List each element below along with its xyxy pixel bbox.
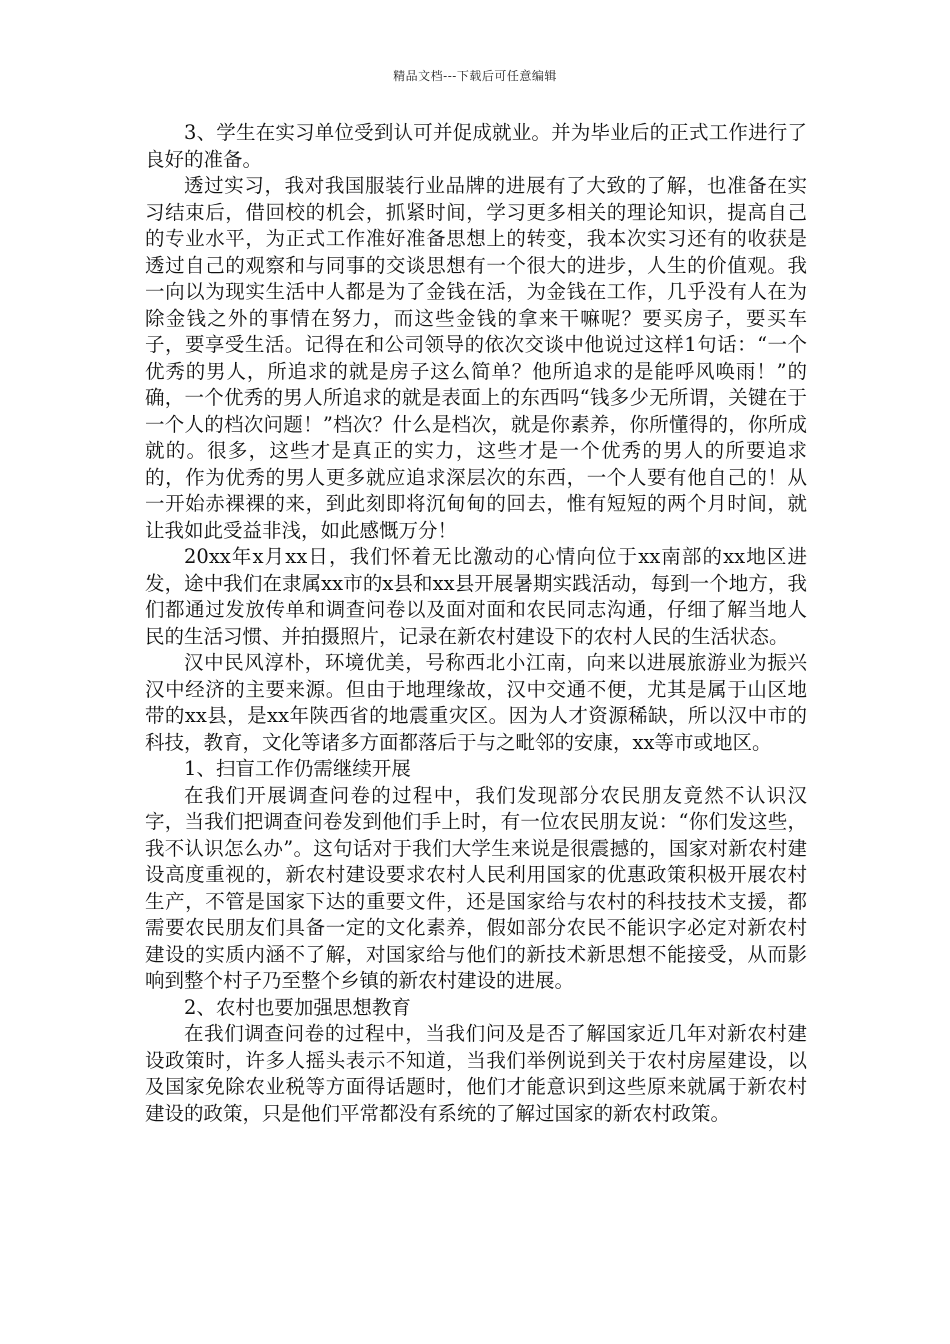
paragraph-summer-practice: 20xx年x月xx日，我们怀着无比激动的心情向位于xx南部的xx地区进发，途中我们在隶属xx市的x县和xx县开展暑期实践活动，每到一个地方，我们都通过发放传单和调查问卷以及面对面和农民同志沟通，仔细了解当地人民的生活习惯、并拍摄照片，记录在新农村建设下的农村人民的生活状态。 bbox=[145, 545, 807, 648]
paragraph-hanzhong-overview: 汉中民风淳朴，环境优美，号称西北小江南，向来以进展旅游业为振兴汉中经济的主要来源。但由于地理缘故，汉中交通不便，尤其是属于山区地带的xx县，是xx年陕西省的地震重灾区。因为人才资源稀缺，所以汉中市的科技，教育，文化等诸多方面都落后于与之毗邻的安康，xx等市或地区。 bbox=[145, 651, 807, 754]
paragraph-internship-outcome: 3、学生在实习单位受到认可并促成就业。并为毕业后的正式工作进行了良好的准备。 bbox=[145, 121, 807, 171]
section-heading-literacy: 1、扫盲工作仍需继续开展 bbox=[184, 757, 411, 780]
section-heading-ideology: 2、农村也要加强思想教育 bbox=[184, 995, 411, 1019]
page-header: 精品文档---下载后可任意编辑 bbox=[393, 69, 557, 83]
paragraph-ideology: 在我们调查问卷的过程中，当我们问及是否了解国家近几年对新农村建设政策时，许多人摇头表示不知道，当我们举例说到关于农村房屋建设，以及国家免除农业税等方面得话题时，他们才能意识到这些原来就属于新农村建设的政策，只是他们平常都没有系统的了解过国家的新农村政策。 bbox=[145, 1022, 807, 1125]
paragraph-literacy: 在我们开展调查问卷的过程中，我们发现部分农民朋友竟然不认识汉字，当我们把调查问卷发到他们手上时，有一位农民朋友说：“你们发这些，我不认识怎么办”。这句话对于我们大学生来说是很震撼的，国家对新农村建设高度重视的，新农村建设要求农村人民利用国家的优惠政策积极开展农村生产，不管是国家下达的重要文件，还是国家给与农村的科技技术支援，都需要农民朋友们具备一定的文化素养，假如部分农民不能识字必定对新农村建设的实质内涵不了解，对国家给与他们的新技术新思想不能接受，从而影响到整个村子乃至整个乡镇的新农村建设的进展。 bbox=[145, 783, 807, 992]
document-body bbox=[145, 120, 807, 1127]
paragraph-internship-reflection: 透过实习，我对我国服装行业品牌的进展有了大致的了解，也准备在实习结束后，借回校的机会，抓紧时间，学习更多相关的理论知识，提高自己的专业水平，为正式工作准好准备思想上的转变，我本次实习还有的收获是透过自己的观察和与同事的交谈思想有一个很大的进步，人生的价值观。我一向以为现实生活中人都是为了金钱在活，为金钱在工作，几乎没有人在为除金钱之外的事情在努力，而这些金钱的拿来干嘛呢？要买房子，要买车子，要享受生活。记得在和公司领导的依次交谈中他说过这样1句话：“一个优秀的男人，所追求的就是房子这么简单？他所追求的是能呼风唤雨！”的确，一个优秀的男人所追求的就是表面上的东西吗“钱多少无所谓，关键在于一个人的档次问题！”档次？什么是档次，就是你素养，你所懂得的，你所成就的。很多，这些才是真正的实力，这些才是一个优秀的男人的所要追求的，作为优秀的男人更多就应追求深层次的东西，一个人要有他自己的！从一开始赤裸裸的来，到此刻即将沉甸甸的回去，惟有短短的两个月时间，就让我如此受益非浅，如此感慨万分！ bbox=[145, 174, 807, 542]
